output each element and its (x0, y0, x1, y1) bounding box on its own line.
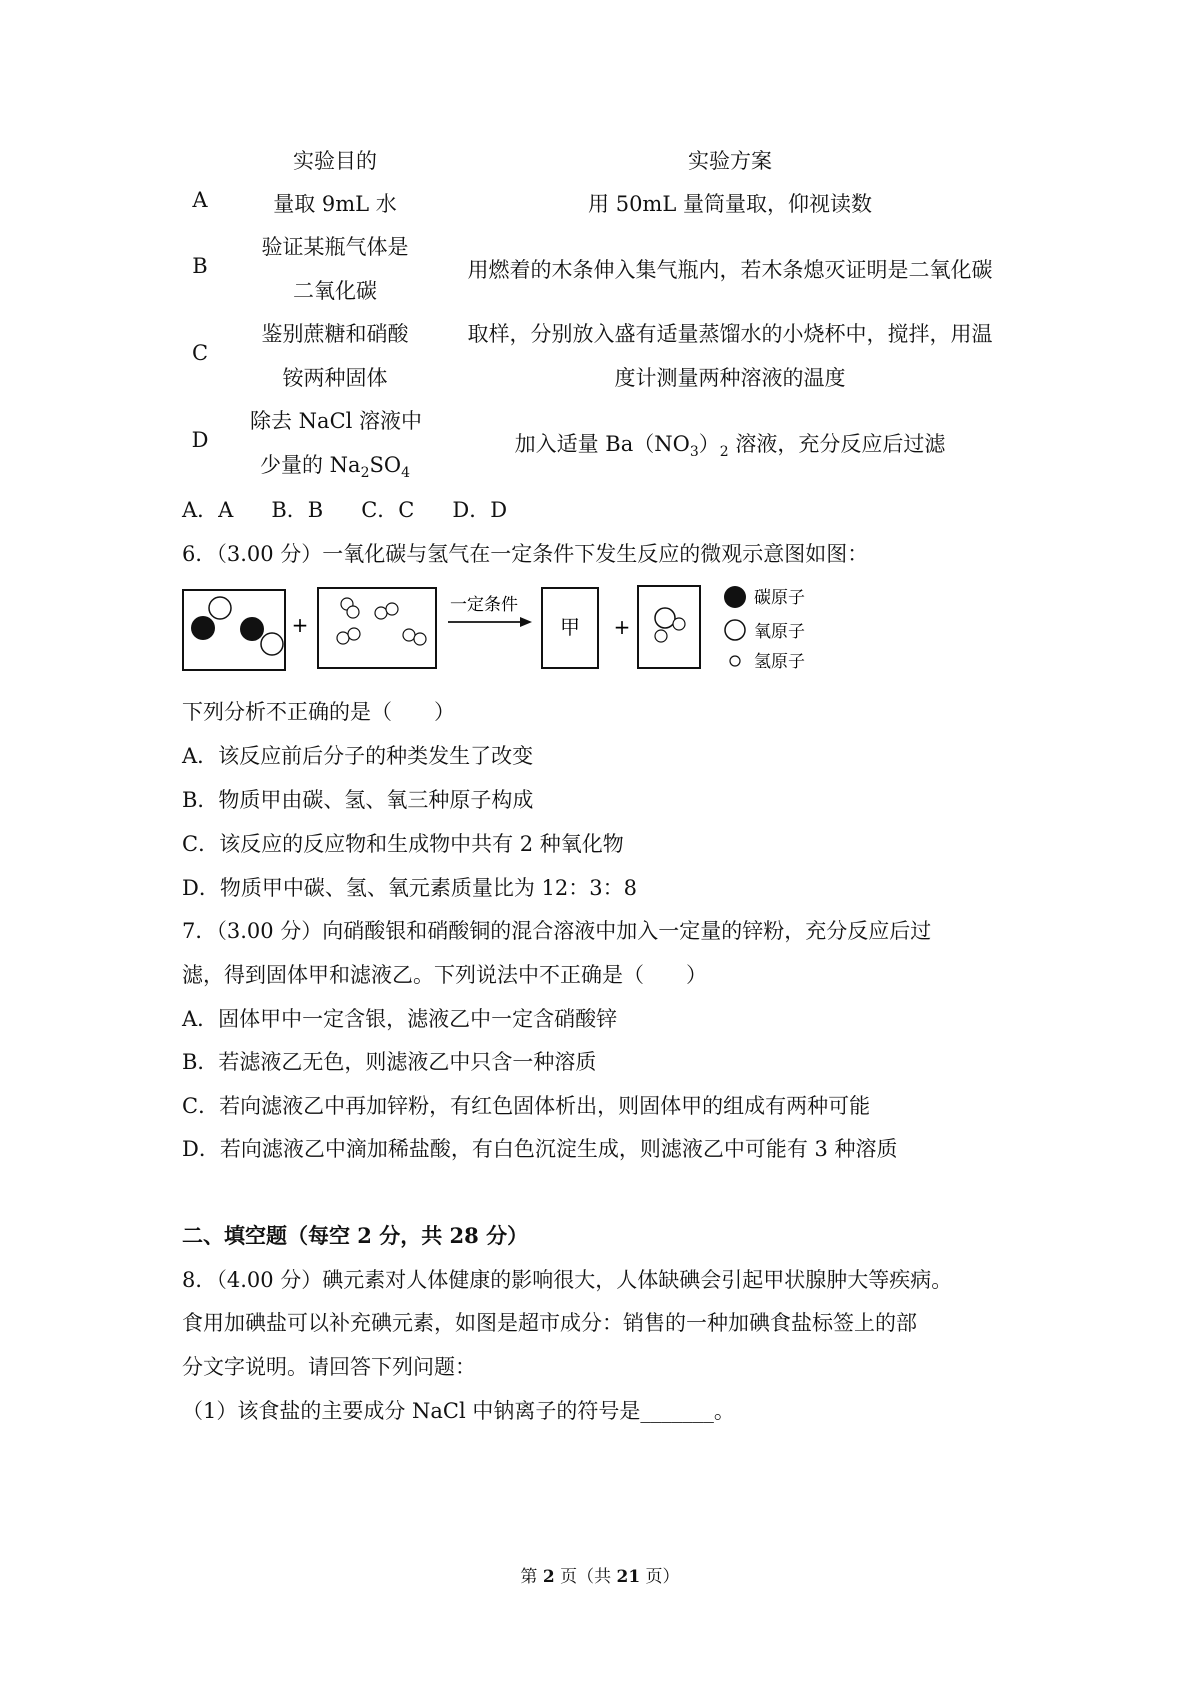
q7-option-a: A．固体甲中一定含银，滤液乙中一定含硝酸锌 (182, 1007, 618, 1031)
hydrogen-atom-icon (655, 630, 667, 642)
q5-options (182, 494, 545, 524)
section-title: 二、填空题（每空 2 分，共 28 分） (182, 1223, 529, 1248)
table-cell-purpose: 二氧化碳 (293, 279, 377, 303)
plus-sign: + (291, 613, 309, 637)
q7-stem-line1: 7．（3.00 分）向硝酸银和硝酸铜的混合溶液中加入一定量的锌粉，充分反应后过 (182, 919, 932, 943)
product-label: 甲 (560, 615, 580, 639)
carbon-atom-icon (240, 617, 264, 641)
hydrogen-atom-icon (673, 618, 685, 630)
q8-stem-line3: 分文字说明。请回答下列问题： (182, 1355, 476, 1379)
q8-subquestion-1: （1）该食盐的主要成分 NaCl 中钠离子的符号是_______。 (182, 1399, 735, 1423)
q8-stem-line2: 食用加碘盐可以补充碘元素，如图是超市成分：销售的一种加碘食盐标签上的部 (182, 1311, 917, 1335)
table-row-label: A (192, 188, 208, 212)
table-cell-plan: 取样，分别放入盛有适量蒸馏水的小烧杯中，搅拌，用温 (467, 322, 993, 346)
legend-carbon: 碳原子 (754, 588, 805, 608)
oxygen-atom-icon (261, 633, 283, 655)
carbon-atom-icon (724, 586, 746, 608)
table-row-label: B (192, 254, 208, 278)
oxygen-atom-icon (725, 620, 745, 640)
q7-option-b: B．若滤液乙无色，则滤液乙中只含一种溶质 (182, 1050, 597, 1074)
table-row-label: C (191, 341, 209, 365)
plus-sign: + (613, 615, 631, 639)
hydrogen-atom-icon (730, 656, 740, 666)
q6-option-a: A．该反应前后分子的种类发生了改变 (182, 744, 534, 768)
q7-option-c: C．若向滤液乙中再加锌粉，有红色固体析出，则固体甲的组成有两种可能 (182, 1094, 871, 1118)
q6-stem: 6．（3.00 分）一氧化碳与氢气在一定条件下发生反应的微观示意图如图： (182, 542, 869, 566)
table-cell-plan: 度计测量两种溶液的温度 (614, 366, 846, 390)
q6-option-b: B．物质甲由碳、氢、氧三种原子构成 (182, 788, 534, 812)
option: C．C (361, 498, 415, 522)
hydrogen-atom-icon (386, 603, 398, 615)
table-cell-purpose: 少量的 $Na_2SO_4$ (259, 453, 411, 482)
table-cell-purpose: 验证某瓶气体是 (261, 235, 409, 259)
legend-hydrogen: 氢原子 (754, 652, 805, 672)
table-header-plan: 实验方案 (688, 149, 772, 173)
table-cell-plan: 用 50mL 量筒量取，仰视读数 (588, 192, 872, 216)
q6-option-c: C．该反应的反应物和生成物中共有 2 种氧化物 (182, 832, 624, 856)
reaction-diagram (180, 582, 880, 682)
carbon-atom-icon (191, 616, 215, 640)
reactant-box-h2 (318, 588, 436, 668)
hydrogen-atom-icon (347, 606, 359, 618)
table-cell-purpose: 铵两种固体 (282, 366, 388, 390)
table-cell-purpose: 鉴别蔗糖和硝酸 (261, 322, 409, 346)
option: D．D (452, 498, 508, 522)
table-cell-purpose: 除去 NaCl 溶液中 (250, 409, 423, 433)
table-row-label: D (191, 428, 209, 452)
arrow-head-icon (520, 617, 532, 627)
hydrogen-atom-icon (337, 632, 349, 644)
option: B．B (271, 498, 324, 522)
oxygen-atom-icon (655, 608, 675, 628)
table-cell-purpose: 量取 9mL 水 (273, 192, 397, 216)
hydrogen-atom-icon (403, 629, 415, 641)
page-footer: 第 2 页（共 21 页） (520, 1567, 680, 1587)
table-cell-plan: 加入适量 $Ba(NO_3)_2$ 溶液，充分反应后过滤 (514, 432, 946, 461)
q8-stem-line1: 8．（4.00 分）碘元素对人体健康的影响很大，人体缺碘会引起甲状腺肿大等疾病。 (182, 1268, 953, 1292)
q6-question: 下列分析不正确的是（ ） (182, 700, 455, 724)
q6-option-d: D．物质甲中碳、氢、氧元素质量比为 12：3：8 (182, 876, 637, 900)
q7-stem-line2: 滤，得到固体甲和滤液乙。下列说法中不正确是（ ） (182, 963, 707, 987)
hydrogen-atom-icon (375, 607, 387, 619)
option: A．A (182, 498, 234, 522)
hydrogen-atom-icon (348, 628, 360, 640)
reaction-condition: 一定条件 (450, 595, 518, 615)
oxygen-atom-icon (209, 597, 231, 619)
page-number: 2 (542, 1567, 555, 1587)
table-cell-plan: 用燃着的木条伸入集气瓶内，若木条熄灭证明是二氧化碳 (467, 258, 993, 282)
legend-oxygen: 氧原子 (754, 622, 805, 642)
hydrogen-atom-icon (414, 633, 426, 645)
page-total: 21 (616, 1567, 641, 1587)
table-header-purpose: 实验目的 (293, 149, 377, 173)
q7-option-d: D．若向滤液乙中滴加稀盐酸，有白色沉淀生成，则滤液乙中可能有 3 种溶质 (182, 1137, 898, 1161)
